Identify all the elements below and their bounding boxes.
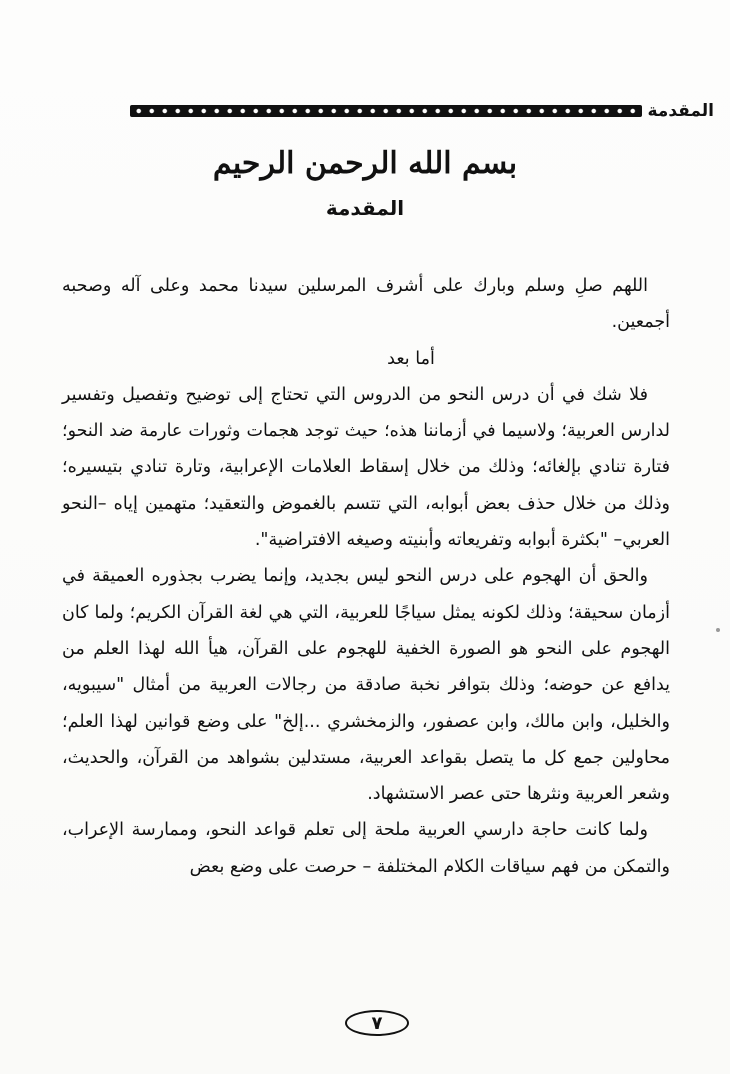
paragraph: فلا شك في أن درس النحو من الدروس التي تحتاج إلى توضيح وتفصيل وتفسير لدارس العربية؛ ولاسيما في أزماننا هذه؛ حيث توجد هجمات وثورات عارمة ضد النحو؛ فتارة تنادي بإلغائه؛ وذلك من خلال إسقاط العلامات الإعرابية، وتارة تنادي بتيسيره؛ وذلك من خلال حذف بعض أبوابه، التي تتسم بالغموض والتعقيد؛ متهمين إياه –النحو العربي– "بكثرة أبوابه وتفريعاته وأبنيته وصيغه الافتراضية". xyxy=(62,384,670,551)
page-number: ٧ xyxy=(345,1010,409,1036)
paragraph: اللهم صلِ وسلم وبارك على أشرف المرسلين سيدنا محمد وعلى آله وصحبه أجمعين. xyxy=(62,276,670,333)
paragraph: ولما كانت حاجة دارسي العربية ملحة إلى تعلم قواعد النحو، وممارسة الإعراب، والتمكن من فهم سياقات الكلام المختلفة – حرصت على وضع بعض xyxy=(62,820,670,877)
header-ornament-rule xyxy=(130,105,642,117)
margin-dot xyxy=(716,628,720,632)
body-text xyxy=(62,268,670,885)
running-header xyxy=(130,100,714,122)
header-title: المقدمة xyxy=(647,101,714,121)
section-title: المقدمة xyxy=(325,196,405,220)
paragraph-amma-baad: أما بعد xyxy=(387,348,435,369)
basmala: بسم الله الرحمن الرحيم xyxy=(212,146,518,181)
paragraph: والحق أن الهجوم على درس النحو ليس بجديد، وإنما يضرب بجذوره العميقة في أزمان سحيقة؛ وذلك لكونه يمثل سياجًا للعربية، التي هي لغة القرآن الكريم؛ ولما كان الهجوم على النحو هو الصورة الخفية للهجوم على القرآن، هيأ الله لهذا العلم من يدافع عن حوضه؛ وذلك بتوافر نخبة صادقة من رجالات العربية من أمثال "سيبويه، والخليل، وابن مالك، وابن عصفور، والزمخشري ...إلخ" على وضع قوانين لهذا العلم؛ محاولين جمع كل ما يتصل بقواعد العربية، مستدلين بشواهد من القرآن، والحديث، وشعر العربية ونثرها حتى عصر الاستشهاد. xyxy=(62,566,670,805)
